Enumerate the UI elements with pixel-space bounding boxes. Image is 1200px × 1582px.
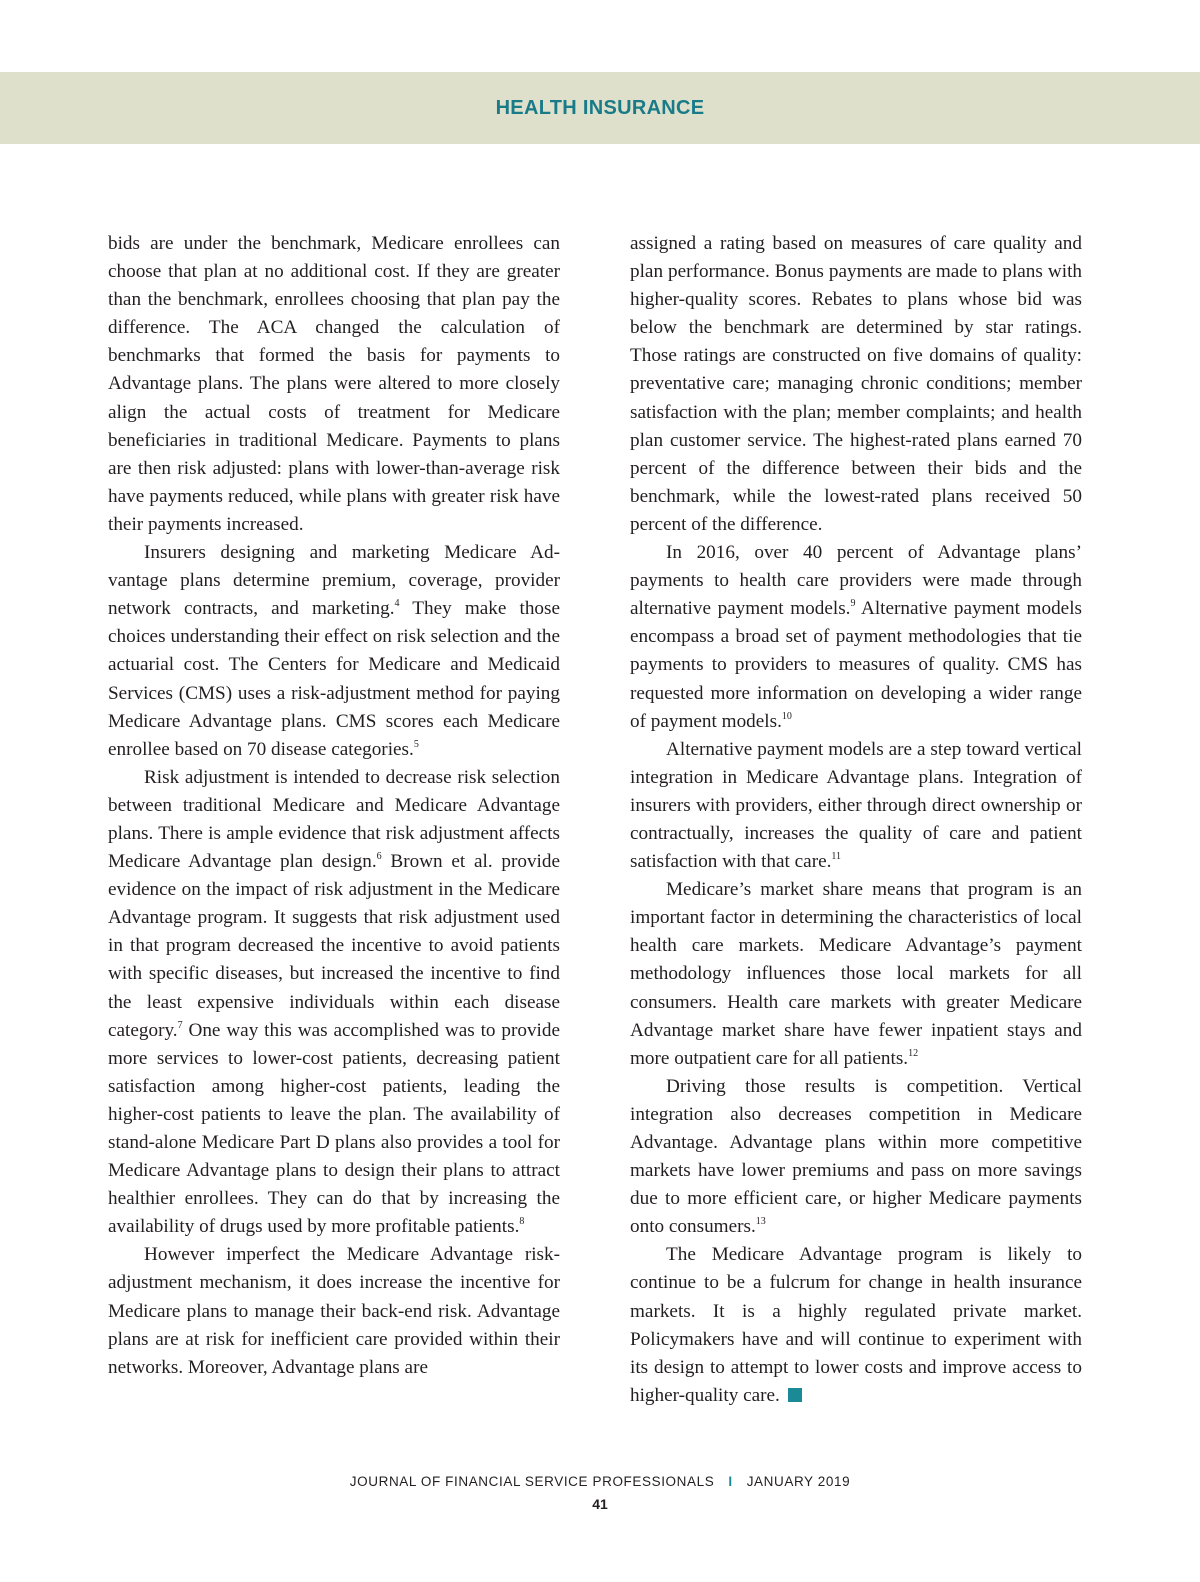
paragraph-text: bids are under the benchmark, Medicare enrollees can choose that plan at no additional cost. If they are greater than the benchmark, enrollees choosing that plan pay the difference. The ACA changed the calculation of benchmarks that formed the basis for payments to Advantage plans. The plans were altered to more closely align the actual costs of treatment for Medicare beneficiaries in traditional Medicare. Payments to plans are then risk adjusted: plans with lower-than-average risk have payments reduced, while plans with greater risk have their payments increased. — [108, 233, 560, 535]
footnote-ref: 13 — [755, 1216, 766, 1228]
paragraph — [630, 1073, 1082, 1242]
paragraph-text: The Medicare Advantage program is likely to continue to be a fulcrum for change in health insurance markets. It is a highly regulated private market. Policymakers have and will continue to experiment with its design to attempt to lower costs and improve access to higher-quality care. — [630, 1244, 1082, 1406]
page-number: 41 — [592, 1496, 608, 1512]
paragraph-text: One way this was accomplished was to provide more services to lower-cost patients, decreasing patient satisfaction among higher-cost patients, leading the higher-cost patients to leave the plan. The availability of stand-alone Medicare Part D plans also provides a tool for Medicare Advantage plans to design their plans to attract healthier enrollees. They can do that by increasing the availability of drugs used by more profitable patients. — [108, 1019, 560, 1238]
paragraph — [630, 736, 1082, 876]
footnote-ref: 7 — [177, 1019, 183, 1031]
paragraph — [108, 1241, 560, 1381]
end-of-article-icon — [788, 1388, 802, 1402]
section-banner — [0, 72, 1200, 144]
paragraph-text: However imperfect the Medicare Advantage risk-adjustment mechanism, it does increase the incentive for Medicare plans to manage their back-end risk. Advantage plans are at risk for inefficient care provided within their networks. Moreover, Advantage plans are — [108, 1244, 560, 1378]
paragraph — [108, 539, 560, 764]
footnote-ref: 9 — [850, 598, 856, 610]
footnote-ref: 8 — [519, 1216, 525, 1228]
journal-name: JOURNAL OF FINANCIAL SERVICE PROFESSIONALS — [349, 1474, 715, 1489]
footnote-ref: 6 — [376, 851, 382, 863]
footnote-ref: 11 — [831, 851, 842, 863]
paragraph — [108, 230, 560, 539]
paragraph-text: Brown et al. provide evidence on the impact of risk adjustment in the Medicare Advantage program. It suggests that risk adjustment used in that program decreased the incentive to avoid patients with specific diseases, but increased the incentive to find the least expensive individuals within each disease category. — [108, 851, 560, 1041]
paragraph-text: assigned a rating based on measures of care quality and plan performance. Bonus payments are made to plans with higher-quality scores. Rebates to plans whose bid was below the benchmark are determined by star ratings. Those ratings are constructed on five domains of quality: preventative care; managing chronic conditions; member satisfaction with the plan; member complaints; and health plan customer service. The highest-rated plans earned 70 percent of the difference between their bids and the benchmark, while the lowest-rated plans received 50 percent of the difference. — [630, 233, 1082, 535]
paragraph-text: Insurers designing and marketing Medicare Advantage plans determine premium, coverage, provider network contracts, and marketing. — [108, 542, 560, 620]
paragraph — [630, 876, 1082, 1073]
footnote-ref: 12 — [908, 1047, 919, 1059]
footnote-ref: 5 — [413, 738, 419, 750]
issue-date: JANUARY 2019 — [746, 1474, 851, 1489]
footnote-ref: 10 — [781, 710, 792, 722]
left-column — [108, 230, 560, 1382]
right-column — [630, 230, 1082, 1410]
paragraph-text: They make those choices understanding their effect on risk selection and the actuarial cost. The Centers for Medicare and Medicaid Services (CMS) uses a risk-adjustment method for paying Medicare Advantage plans. CMS scores each Medicare enrollee based on 70 disease categories. — [108, 598, 560, 760]
paragraph — [630, 230, 1082, 539]
footer-separator: I — [728, 1474, 733, 1489]
paragraph-text: In 2016, over 40 percent of Advantage plans’ payments to health care providers were made through alternative payment models. — [630, 542, 1082, 620]
paragraph-text: Alternative payment models encompass a broad set of payment methodologies that tie payments to providers to measures of quality. CMS has requested more information on developing a wider range of payment models. — [630, 598, 1082, 732]
paragraph-text: Alternative payment models are a step toward vertical integration in Medicare Advantage plans. Integration of insurers with providers, either through direct ownership or contractually, increases the quality of care and patient satisfaction with that care. — [630, 738, 1082, 873]
paragraph-text: Medicare’s market share means that program is an important factor in determining the characteristics of local health care markets. Medicare Advantage’s payment methodology influences those local markets for all consumers. Health care markets with greater Medicare Advantage market share have fewer inpatient stays and more outpatient care for all patients. — [630, 879, 1082, 1069]
paragraph-text: Risk adjustment is intended to decrease risk selection between traditional Medicare and Medicare Advantage plans. There is ample evidence that risk adjustment affects Medicare Advantage plan design. — [108, 766, 560, 873]
paragraph — [630, 1241, 1082, 1410]
page-footer — [0, 1474, 1200, 1512]
section-title: HEALTH INSURANCE — [495, 96, 705, 119]
footnote-ref: 4 — [394, 598, 400, 610]
paragraph-text: Driving those results is competition. Vertical integration also decreases competition in Medicare Advantage. Advantage plans within more competitive markets have lower premiums and pass on more savings due to more efficient care, or higher Medicare payments onto consumers. — [630, 1075, 1082, 1238]
journal-line — [0, 1474, 1200, 1489]
paragraph — [108, 764, 560, 1242]
paragraph — [630, 539, 1082, 736]
